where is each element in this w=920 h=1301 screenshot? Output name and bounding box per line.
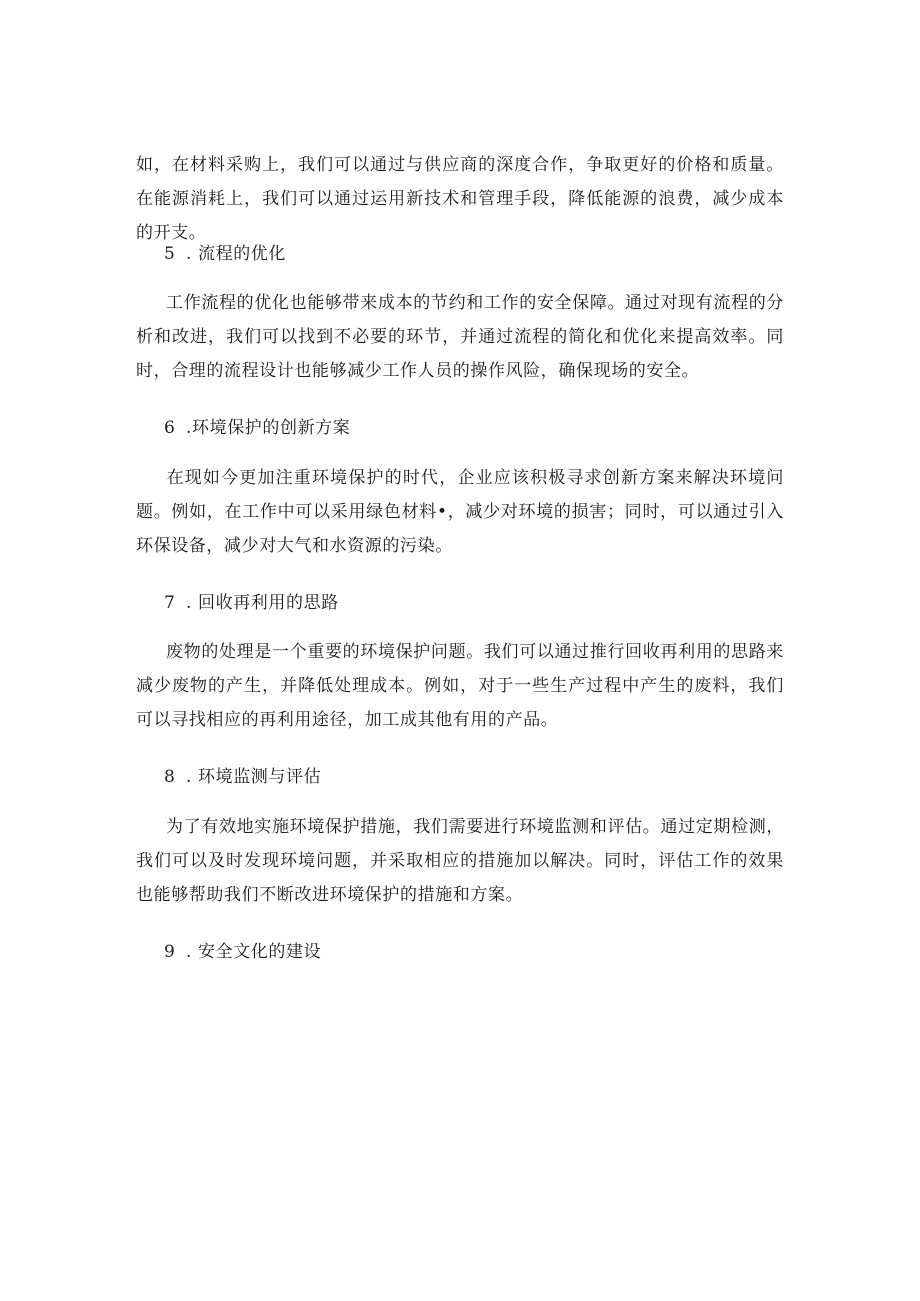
section-heading-5 [164,240,812,268]
section-title: . 回收再利用的思路 [186,593,339,613]
section-title: . 环境监测与评估 [186,767,322,787]
intro-paragraph: 如，在材料采购上，我们可以通过与供应商的深度合作，争取更好的价格和质量。在能源消耗上，我们可以通过运用新技术和管理手段，降低能源的浪费，减少成本的开支。 [136,155,784,243]
section-heading-8 [164,763,812,791]
paragraph-8 [136,810,784,912]
section-number: 5 [164,244,176,264]
section-heading-6 [164,414,812,442]
paragraph-6 [136,461,784,563]
paragraph-7-text: 废物的处理是一个重要的环境保护问题。我们可以通过推行回收再利用的思路来减少废物的产生，并降低处理成本。例如，对于一些生产过程中产生的废料，我们可以寻找相应的再利用途径，加工成其他有用的产品。 [136,642,784,730]
section-number: 9 [164,942,176,962]
paragraph-5 [136,286,784,388]
section-number: 7 [164,593,176,613]
section-title: .环境保护的创新方案 [186,418,351,438]
paragraph-8-text: 为了有效地实施环境保护措施，我们需要进行环境监测和评估。通过定期检测，我们可以及时发现环境问题，并采取相应的措施加以解决。同时，评估工作的效果也能够帮助我们不断改进环境保护的措施和方案。 [136,817,784,905]
section-heading-7 [164,589,812,617]
section-title: . 流程的优化 [186,244,287,264]
section-title: . 安全文化的建设 [186,942,322,962]
section-heading-9 [164,938,812,966]
paragraph-6-text: 在现如今更加注重环境保护的时代，企业应该积极寻求创新方案来解决环境问题。例如，在工作中可以采用绿色材料•，减少对环境的损害；同时，可以通过引入环保设备，减少对大气和水资源的污染。 [136,468,784,556]
section-number: 8 [164,767,176,787]
paragraph-7 [136,635,784,737]
section-number: 6 [164,418,176,438]
paragraph-5-text: 工作流程的优化也能够带来成本的节约和工作的安全保障。通过对现有流程的分析和改进，我们可以找到不必要的环节，并通过流程的简化和优化来提高效率。同时，合理的流程设计也能够减少工作人员的操作风险，确保现场的安全。 [136,293,784,381]
